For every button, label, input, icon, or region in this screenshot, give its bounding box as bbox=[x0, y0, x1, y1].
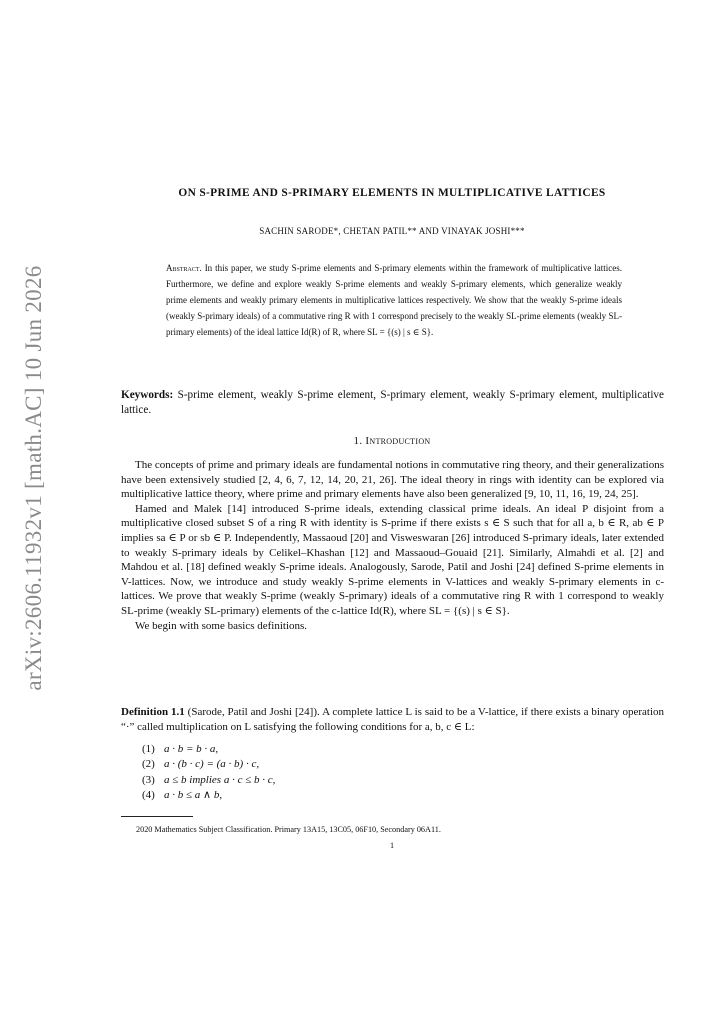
abstract bbox=[166, 260, 622, 340]
arxiv-identifier-text: arXiv:2606.11932v1 [math.AC] 10 Jun 2026 bbox=[21, 265, 46, 691]
keywords bbox=[121, 388, 664, 417]
conditions-list bbox=[142, 742, 542, 804]
introduction-body bbox=[121, 458, 664, 633]
arxiv-identifier bbox=[18, 265, 50, 691]
list-item: (4) a · b ≤ a ∧ b, bbox=[142, 789, 223, 802]
abstract-text: In this paper, we study S-prime elements and S-primary elements within the framework of multiplicative lattices. Furthermore, we define and explore weakly S-prime elements and weakly S-primary elements, which generalize weakly prime elements and weakly primary elements in multiplicative lattices respectively. We show that the weakly S-prime ideals (weakly S-primary ideals) of a commutative ring R with 1 correspond precisely to the weakly SL-prime elements (weakly SL-primary elements) of the ideal lattice Id(R) of R, where SL = {(s) | s ∈ S}. bbox=[166, 263, 623, 338]
definition-label: Definition 1.1 bbox=[121, 706, 185, 718]
footnote-rule bbox=[121, 816, 193, 817]
list-item: (1) a · b = b · a, bbox=[142, 743, 219, 755]
footnote: 2020 Mathematics Subject Classification. Primary 13A15, 13C05, 06F10, Secondary 06A11. bbox=[136, 825, 441, 834]
paragraph: The concepts of prime and primary ideals are fundamental notions in commutative ring theory, and their generalizations have been extensively studied [2, 4, 6, 7, 12, 14, 20, 21, 26]. The ideal theory in rings with identity can be explored via multiplicative lattice theory, where prime and primary elements have also been generalized [9, 10, 11, 16, 19, 24, 25]. bbox=[121, 459, 664, 501]
paragraph: We begin with some basics definitions. bbox=[135, 619, 308, 632]
abstract-label: Abstract. bbox=[166, 263, 202, 273]
definition bbox=[121, 705, 664, 734]
paper-authors: SACHIN SARODE*, CHETAN PATIL** AND VINAYAK JOSHI*** bbox=[259, 226, 525, 236]
page-number: 1 bbox=[389, 841, 395, 850]
paper-title: ON S-PRIME AND S-PRIMARY ELEMENTS IN MULTIPLICATIVE LATTICES bbox=[178, 187, 606, 199]
paragraph: Hamed and Malek [14] introduced S-prime ideals, extending classical prime ideals. An ideal P disjoint from a multiplicative closed subset S of a ring R with identity is S-prime if there exists s ∈ S such that for all a, b ∈ R, ab ∈ P implies sa ∈ P or sb ∈ P. Independently, Massaoud [20] and Visweswaran [26] introduced S-primary ideals, later extended to weakly S-primary ideals by Celikel–Khashan [12] and Massaoud–Gouaid [21]. Similarly, Almahdi et al. [2] and Mahdou et al. [18] defined weakly S-prime ideals. Analogously, Sarode, Patil and Joshi [24] defined S-prime elements in V-lattices. Now, we introduce and study weakly S-prime elements in V-lattices and weakly S-primary elements in c-lattices. We prove that weakly S-prime (weakly S-primary) ideals of a commutative ring R with 1 correspond to weakly SL-prime (weakly SL-primary) elements of the c-lattice Id(R), where SL = {(s) | s ∈ S}. bbox=[121, 502, 664, 617]
list-item: (2) a · (b · c) = (a · b) · c, bbox=[142, 758, 260, 771]
section-heading: 1. Introduction bbox=[353, 435, 431, 447]
list-item: (3) a ≤ b implies a · c ≤ b · c, bbox=[142, 773, 276, 786]
definition-text: (Sarode, Patil and Joshi [24]). A complete lattice L is said to be a V-lattice, if there exists a binary operation “·” called multiplication on L satisfying the following conditions for a, b, c ∈ L: bbox=[121, 706, 664, 733]
keywords-text: S-prime element, weakly S-prime element, S-primary element, weakly S-primary element, multiplicative lattice. bbox=[121, 389, 664, 416]
keywords-label: Keywords: bbox=[121, 389, 174, 401]
